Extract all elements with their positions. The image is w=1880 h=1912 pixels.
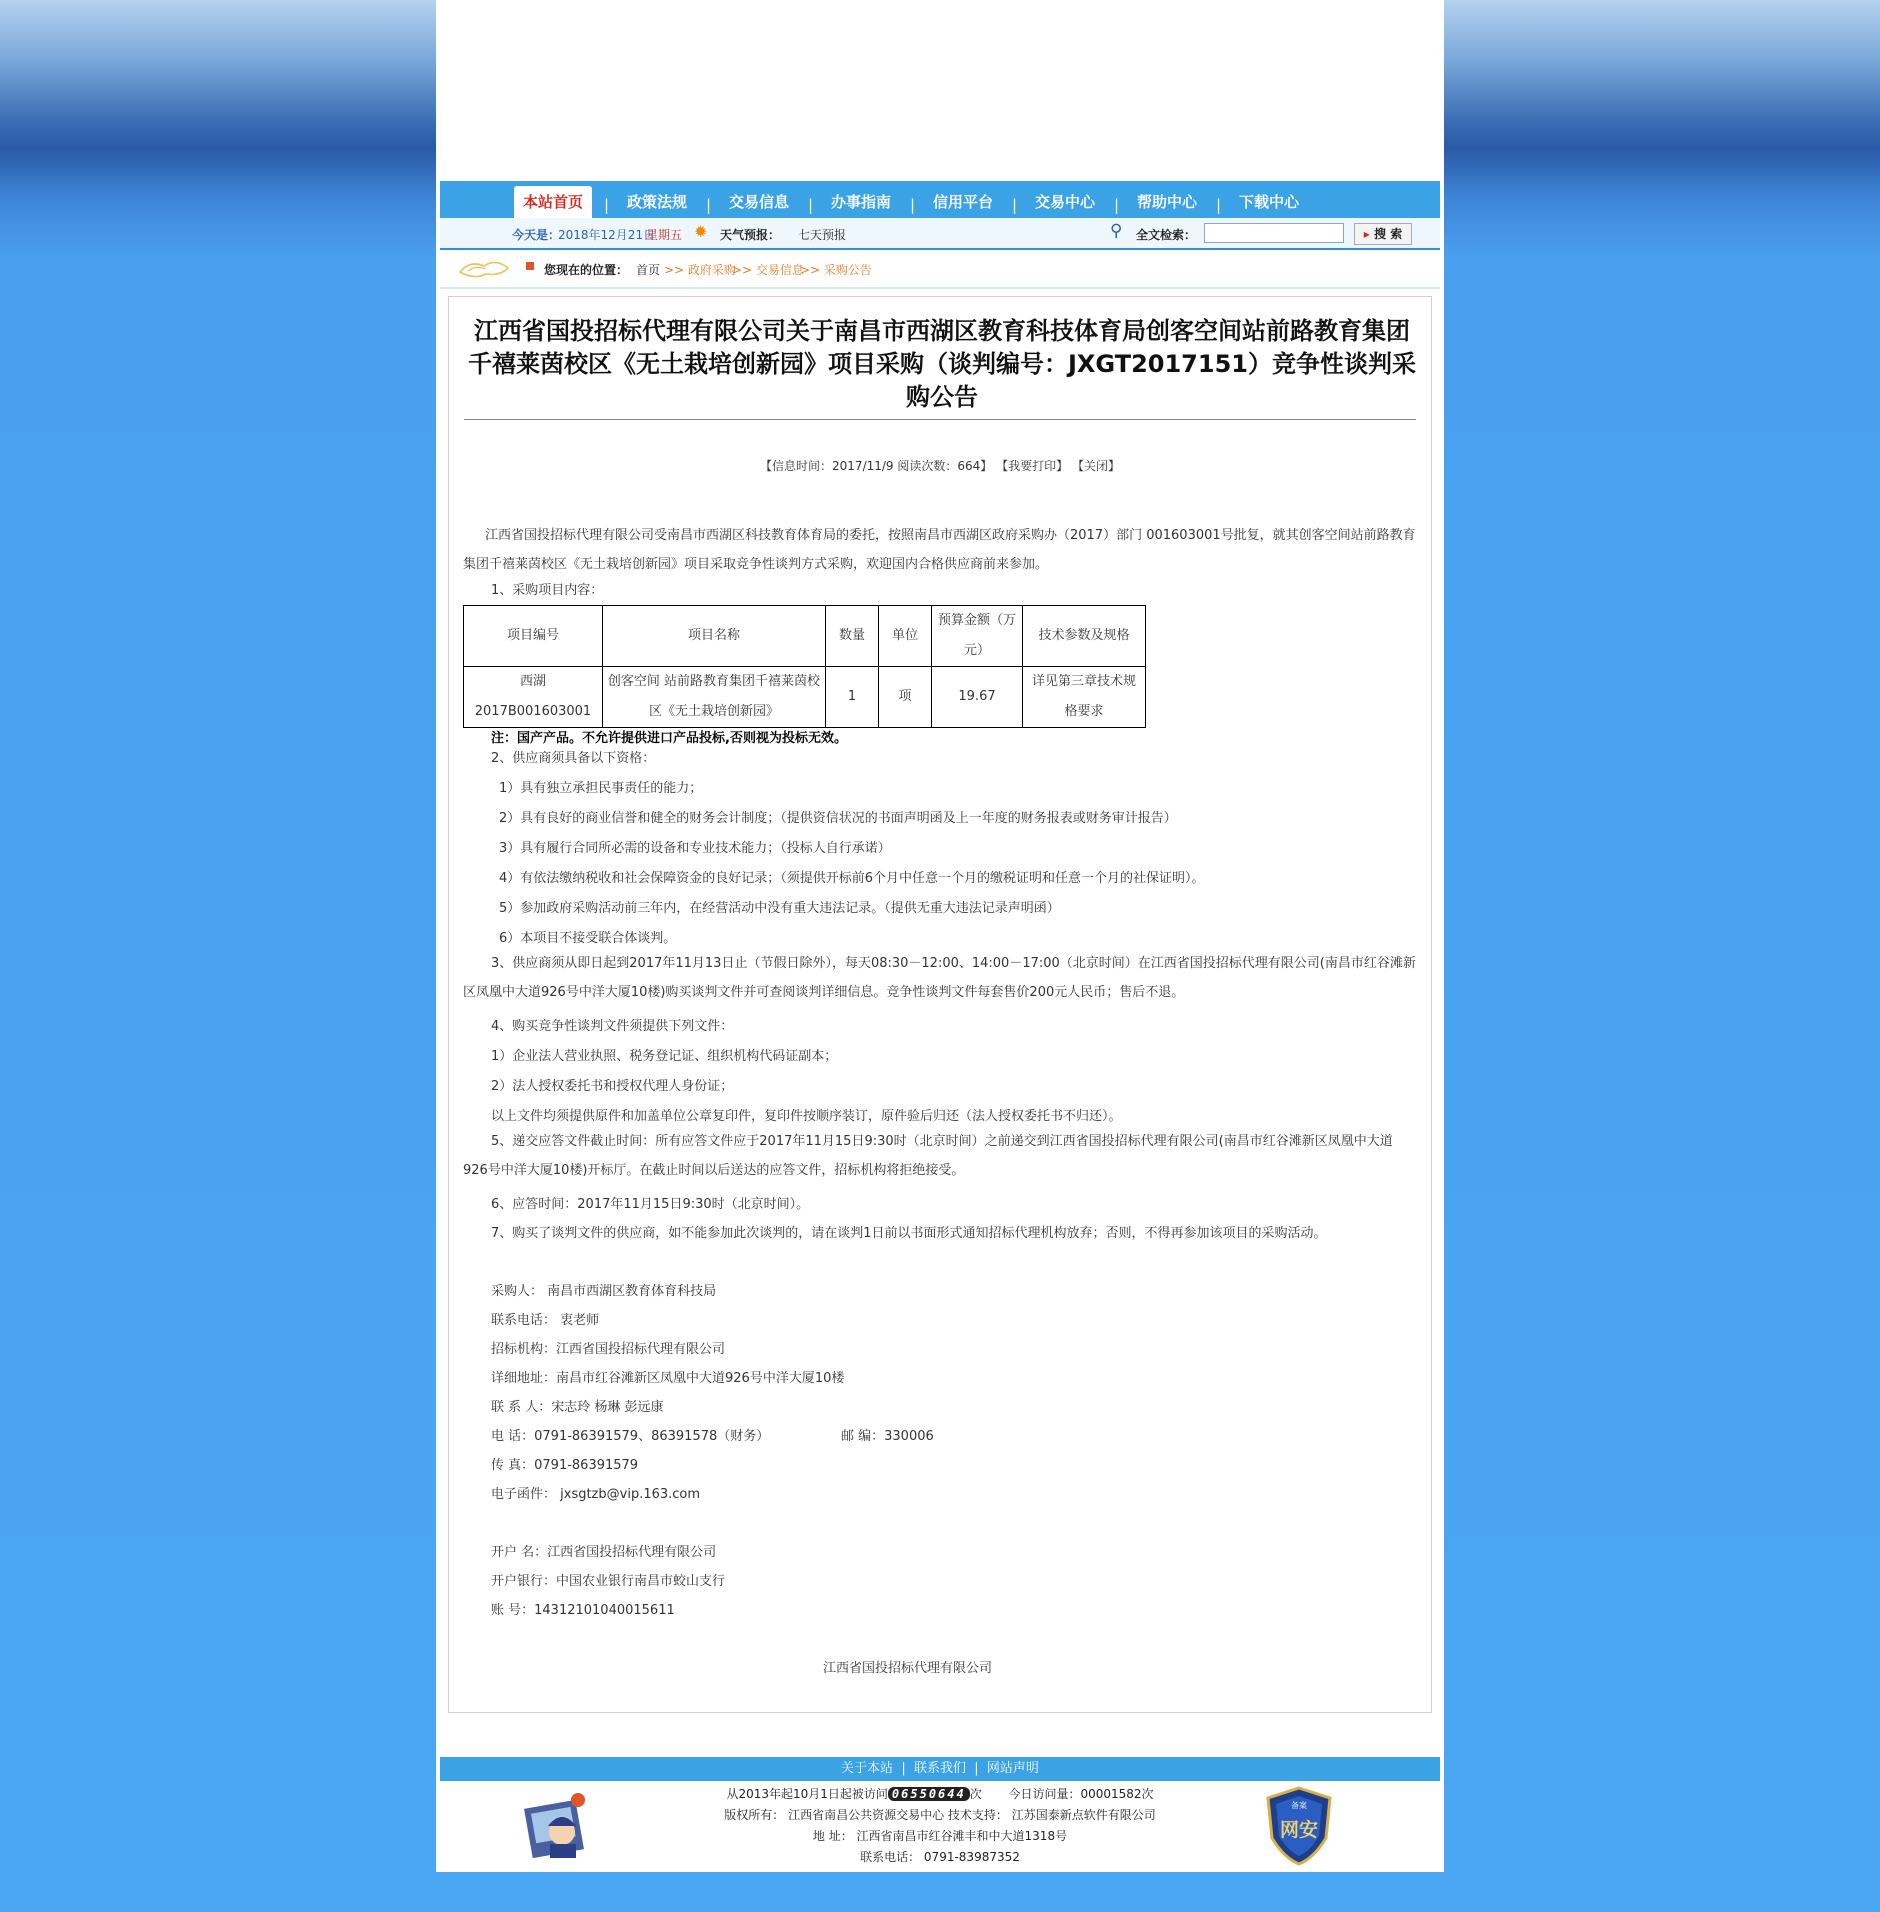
meta-info: 【信息时间：2017/11/9 阅读次数：664】 [760,459,993,473]
badge-top-text: 备案 [1291,1801,1307,1810]
weather-link[interactable]: 七天预报 [798,228,847,242]
nav-separator: | [808,196,814,214]
nav-separator: | [1012,196,1018,214]
breadcrumb-purchase-notice[interactable]: >> 采购公告 [800,263,872,277]
contact-persons: 联 系 人：宋志玲 杨琳 彭远康 [491,1400,664,1415]
bank-account-name: 开户 名：江西省国投招标代理有限公司 [491,1545,717,1560]
sun-icon: ✹ [694,222,708,241]
document-note: 以上文件均须提供原件和加盖单位公章复印件，复印件按顺序装订，原件验后归还（法人授权委托书不归还）。 [491,1109,1122,1124]
breadcrumb-label: 您现在的位置： [544,263,629,277]
nav-guide[interactable]: 办事指南 [830,193,891,211]
contact-address: 详细地址：南昌市红谷滩新区凤凰中大道926号中洋大厦10楼 [491,1371,845,1386]
search-icon: ⚲ [1110,221,1123,241]
copyright: 版权所有： 江西省南昌公共资源交易中心 技术支持： 江苏国泰新点软件有限公司 [724,1808,1156,1822]
footer-phone: 联系电话： 0791-83987352 [860,1850,1020,1864]
article-title: 江西省国投招标代理有限公司关于南昌市西湖区教育科技体育局创客空间站前路教育集团千禧莱茵校区《无土栽培创新园》项目采购（谈判编号：JXGT2017151）竞争性谈判采购公告 [468,317,1416,411]
bank-name: 开户银行：中国农业银行南昌市蛟山支行 [491,1574,726,1589]
footer-separator: | [974,1761,979,1776]
th-budget: 预算金额（万元） [932,606,1023,667]
nav-separator: | [706,196,712,214]
footer-links [440,1757,1440,1781]
article-meta [449,457,1431,474]
page [436,0,1444,1872]
visits-counter: 06550644 [888,1787,970,1801]
td-project-no: 西湖2017B001603001 [464,667,603,728]
td-project-name: 创客空间 站前路教育集团千禧莱茵校区《无土栽培创新园》 [603,667,826,728]
breadcrumb-gov-purchase[interactable]: >> 政府采购 [664,263,736,277]
bullet-icon [526,262,534,270]
note: 注：国产产品。不允许提供进口产品投标,否则视为投标无效。 [491,731,847,746]
cloud-ornament-icon [456,256,512,280]
today-label: 今天是： [512,228,561,242]
document-1: 1）企业法人营业执照、税务登记证、组织机构代码证副本； [491,1049,838,1064]
contact-agency: 招标机构：江西省国投招标代理有限公司 [491,1342,726,1357]
th-unit: 单位 [879,606,932,667]
badge-text: 网安 [1279,1819,1319,1841]
nav-separator: | [604,196,610,214]
header-banner [436,0,1444,180]
divider [464,419,1416,420]
footer-address: 地 址： 江西省南昌市红谷滩丰和中大道1318号 [812,1829,1068,1843]
qualification-2: 2）具有良好的商业信誉和健全的财务会计制度；（提供资信状况的书面声明函及上一年度的财务报表或财务审计报告） [499,811,1177,826]
section-6: 6、应答时间：2017年11月15日9:30时（北京时间）。 [491,1197,810,1212]
qualification-4: 4）有依法缴纳税收和社会保障资金的良好记录；（须提供开标前6个月中任意一个月的缴税证明和任意一个月的社保证明）。 [499,871,1205,886]
print-link[interactable]: 【我要打印】 [996,459,1069,473]
td-quantity: 1 [826,667,879,728]
td-unit: 项 [879,667,932,728]
today-weekday: 星期五 [646,228,683,242]
qualification-6: 6）本项目不接受联合体谈判。 [499,931,677,946]
nav-home[interactable]: 本站首页 [514,186,592,218]
visits-prefix: 从2013年起10月1日起被访问 [726,1787,888,1801]
nav-trade-info[interactable]: 交易信息 [728,193,789,211]
contact-fax: 传 真：0791-86391579 [491,1458,639,1473]
footer-statement[interactable]: 网站声明 [986,1761,1039,1776]
breadcrumb-home[interactable]: 首页 [636,263,661,277]
th-project-name: 项目名称 [603,606,826,667]
arrow-right-icon: ▸ [1363,227,1370,241]
section-3: 3、供应商须从即日起到2017年11月13日止（节假日除外），每天08:30－12:00、14:00－17:00（北京时间）在江西省国投招标代理有限公司(南昌市红谷滩新区凤凰中大道926号中洋大厦10楼)购买谈判文件并可查阅谈判详细信息。竞争性谈判文件每套售价200元人民币；售后不退。 [463,956,1416,1000]
intro-paragraph: 江西省国投招标代理有限公司受南昌市西湖区科技教育体育局的委托，按照南昌市西湖区政府采购办（2017）部门 001603001号批复，就其创客空间站前路教育集团千禧莱茵校区《无土栽培创新园》项目采取竞争性谈判方式采购，欢迎国内合格供应商前来参加。 [463,528,1416,572]
table-header-row [464,606,1146,667]
footer-contact[interactable]: 联系我们 [913,1761,966,1776]
qualification-5: 5）参加政府采购活动前三年内，在经营活动中没有重大违法记录。（提供无重大违法记录声明函） [499,901,1060,916]
section-4: 4、购买竞争性谈判文件须提供下列文件： [491,1019,734,1034]
contact-phone: 联系电话： 衷老师 [491,1313,600,1328]
document-2: 2）法人授权委托书和授权代理人身份证； [491,1079,734,1094]
search-label: 全文检索： [1136,228,1197,242]
footer-separator: | [901,1761,906,1776]
signature: 江西省国投招标代理有限公司 [823,1661,993,1676]
section-1: 1、采购项目内容： [491,583,604,598]
td-budget: 19.67 [932,667,1023,728]
close-link[interactable]: 【关闭】 [1071,459,1120,473]
section-2: 2、供应商须具备以下资格： [491,751,656,766]
th-project-no: 项目编号 [464,606,603,667]
contact-buyer: 采购人： 南昌市西湖区教育体育科技局 [491,1284,717,1299]
main-nav [440,181,1440,218]
today-date: 2018年12月21日 [558,228,656,242]
qualification-3: 3）具有履行合同所必需的设备和专业技术能力；（投标人自行承诺） [499,841,891,856]
search-button-label: 搜 索 [1374,227,1403,241]
project-table [463,605,1146,728]
breadcrumb [440,250,1440,289]
contact-tel: 电 话：0791-86391579、86391578（财务） [491,1429,770,1444]
section-5: 5、递交应答文件截止时间：所有应答文件应于2017年11月15日9:30时（北京时间）之前递交到江西省国投招标代理有限公司(南昌市红谷滩新区凤凰中大道926号中洋大厦10楼)开标厅。在截止时间以后送达的应答文件，招标机构将拒绝接受。 [463,1134,1393,1178]
nav-trade-center[interactable]: 交易中心 [1034,193,1095,211]
search-button[interactable] [1354,223,1412,245]
nav-separator: | [910,196,916,214]
breadcrumb-trade-info[interactable]: >> 交易信息 [732,263,804,277]
cyber-police-badge-icon [1264,1786,1334,1866]
bank-account-no: 账 号：14312101040015611 [491,1603,675,1618]
th-quantity: 数量 [826,606,879,667]
contact-email: 电子函件： jxsgtzb@vip.163.com [491,1487,701,1502]
today-visits: 今日访问量：00001582次 [1008,1787,1154,1801]
td-spec: 详见第三章技术规格要求 [1023,667,1146,728]
section-7: 7、购买了谈判文件的供应商，如不能参加此次谈判的，请在谈判1日前以书面形式通知招标代理机构放弃；否则，不得再参加该项目的采购活动。 [491,1226,1327,1241]
qualification-1: 1）具有独立承担民事责任的能力； [499,781,703,796]
th-spec: 技术参数及规格 [1023,606,1146,667]
nav-separator: | [1216,196,1222,214]
visits-suffix: 次 [969,1787,982,1801]
nav-help[interactable]: 帮助中心 [1136,193,1197,211]
nav-download[interactable]: 下载中心 [1238,193,1299,211]
footer-about[interactable]: 关于本站 [841,1761,894,1776]
contact-postcode: 邮 编：330006 [841,1429,934,1444]
nav-credit[interactable]: 信用平台 [932,193,993,211]
search-input[interactable] [1204,223,1344,243]
nav-policy[interactable]: 政策法规 [626,193,687,211]
info-bar [440,218,1440,250]
article [448,296,1432,1713]
weather-label: 天气预报： [720,228,781,242]
table-row [464,667,1146,728]
nav-separator: | [1114,196,1120,214]
